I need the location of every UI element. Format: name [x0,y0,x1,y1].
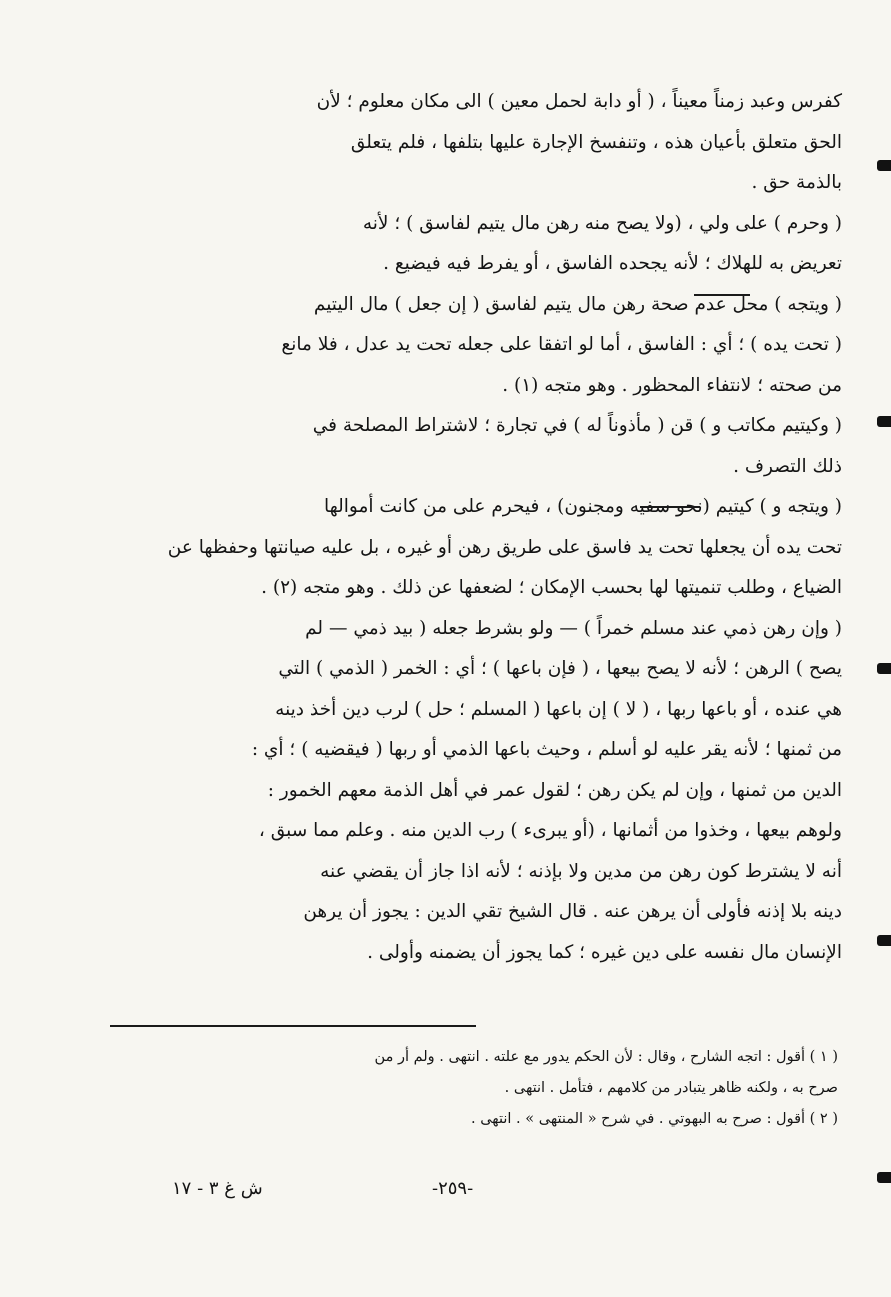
text-line: ولوهم بيعها ، وخذوا من أثمانها ، (أو يبرىء ) رب الدين منه . وعلم مما سبق ، [258,820,842,841]
overline-mark [640,506,700,508]
overline-mark [694,294,750,296]
text-line: ( ويتجه ) محل عدم صحة رهن مال يتيم لفاسق ( إن جعل ) مال اليتيم [313,293,842,315]
page-number: -٢٥٩- [432,1178,474,1199]
text-line: ذلك التصرف . [733,455,842,477]
text-line: الدين من ثمنها ، وإن لم يكن رهن ؛ لقول عمر في أهل الذمة معهم الخمور : [267,779,842,801]
footnote-separator [110,1025,476,1027]
text-line: من صحته ؛ لانتفاء المحظور . وهو متجه (١) . [502,374,842,396]
scan-edge-mark [877,1172,891,1183]
main-text [120,82,842,973]
scan-edge-mark [877,663,891,674]
text-line: ( ويتجه و ) كيتيم (نحو سفيه ومجنون) ، فيحرم على من كانت أموالها [323,496,842,517]
text-line: ( وكيتيم مكاتب و ) قن ( مأذوناً له ) في تجارة ؛ لاشتراط المصلحة في [312,415,842,436]
footnote-line: صرح به ، ولكنه ظاهر يتبادر من كلامهم ، فتأمل . انتهى . [504,1080,838,1096]
footnote-line: ( ٢ ) أقول : صرح به البهوتي . في شرح « المنتهى » . انتهى . [471,1111,838,1127]
text-line: ( تحت يده ) ؛ أي : الفاسق ، أما لو اتفقا على جعله تحت يد عدل ، فلا مانع [281,334,842,355]
text-line: الحق متعلق بأعيان هذه ، وتنفسخ الإجارة عليها بتلفها ، فلم يتعلق [350,131,842,153]
text-line: بالذمة حق . [751,172,842,193]
text-line: يصح ) الرهن ؛ لأنه لا يصح بيعها ، ( فإن باعها ) ؛ أي : الخمر ( الذمي ) التي [278,658,842,679]
text-line: كفرس وعبد زمناً معيناً ، ( أو دابة لحمل معين ) الى مكان معلوم ؛ لأن [316,91,842,112]
scan-edge-mark [877,416,891,427]
text-line: الضياع ، وطلب تنميتها لها بحسب الإمكان ؛ لضعفها عن ذلك . وهو متجه (٢) . [261,577,842,598]
text-line: من ثمنها ؛ لأنه يقر عليه لو أسلم ، وحيث باعها الذمي أو ربها ( فيقضيه ) ؛ أي : [251,739,842,760]
scan-edge-mark [877,935,891,946]
text-line: الإنسان مال نفسه على دين غيره ؛ كما يجوز أن يضمنه وأولى . [367,941,842,963]
text-line: ( وحرم ) على ولي ، (ولا يصح منه رهن مال يتيم لفاسق ) ؛ لأنه [362,212,842,234]
text-line: أنه لا يشترط كون رهن من مدين ولا بإذنه ؛ لأنه اذا جاز أن يقضي عنه [320,860,842,882]
text-line: تعريض به للهلاك ؛ لأنه يجحده الفاسق ، أو يفرط فيه فيضيع . [383,253,842,274]
text-line: دينه بلا إذنه فأولى أن يرهن عنه . قال الشيخ تقي الدين : يجوز أن يرهن [303,901,842,922]
footnote-line: ( ١ ) أقول : اتجه الشارح ، وقال : لأن الحكم يدور مع علته . انتهى . ولم أر من [374,1049,838,1065]
text-line: تحت يده أن يجعلها تحت يد فاسق على طريق رهن أو غيره ، بل عليه صيانتها وحفظها عن [167,536,842,558]
signature-mark: ش غ ٣ - ١٧ [172,1178,263,1199]
footnotes [118,1042,838,1135]
text-line: هي عنده ، أو باعها ربها ، ( لا ) إن باعها ( المسلم ؛ حل ) لرب دين أخذ دينه [275,698,842,720]
scan-edge-mark [877,160,891,171]
text-line: ( وإن رهن ذمي عند مسلم خمراً ) — ولو بشرط جعله ( بيد ذمي — لم [305,617,842,639]
